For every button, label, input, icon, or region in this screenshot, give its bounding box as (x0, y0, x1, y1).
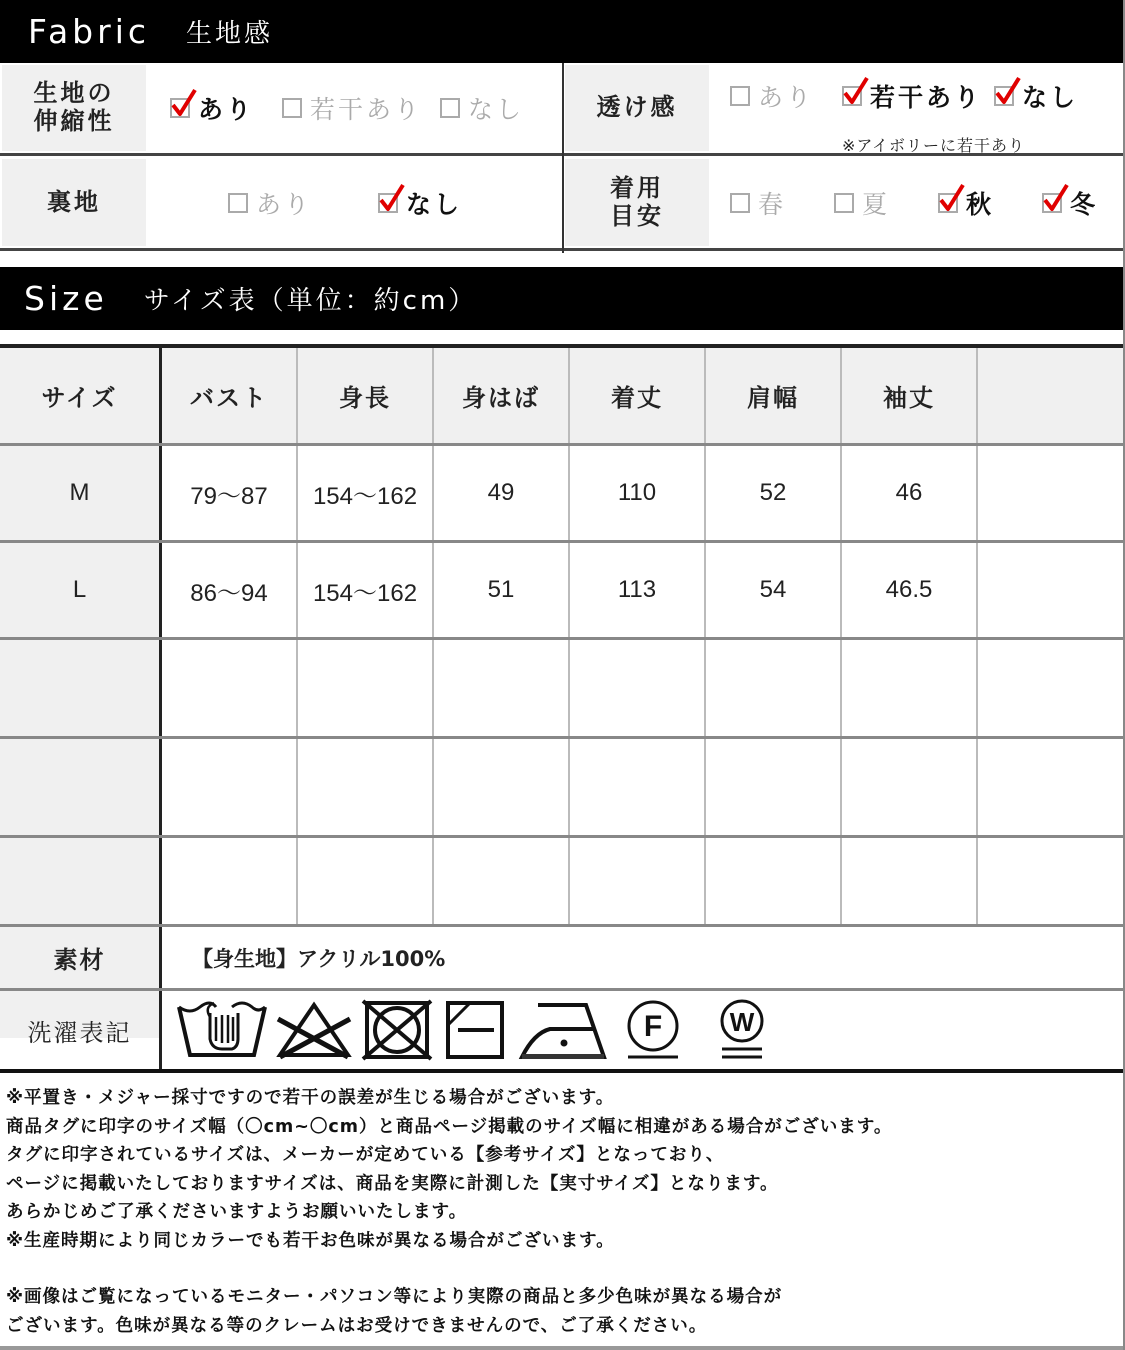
cell-empty (978, 543, 1125, 637)
option-label: なし (406, 189, 463, 219)
fabric-column-divider (562, 63, 564, 253)
checkbox-checked-icon (1042, 193, 1062, 213)
material-label: 素材 (0, 927, 162, 988)
cell-length: 110 (570, 446, 706, 540)
checkbox-checked-icon (378, 193, 398, 213)
cell (978, 838, 1125, 924)
table-row-empty (0, 640, 1125, 739)
note-line: ございます。色味が異なる等のクレームはお受けできませんので、ご了承ください。 (6, 1315, 708, 1336)
cell (842, 640, 978, 736)
cell (706, 640, 842, 736)
row-size (0, 739, 162, 835)
note-line: タグに印字されているサイズは、メーカーが定めている【参考サイズ】となっており、 (6, 1145, 725, 1165)
col-header-length: 着丈 (570, 348, 706, 443)
cell-body-width: 49 (434, 446, 570, 540)
care-label: 洗濯表記 (0, 991, 162, 1069)
col-header-size: サイズ (0, 348, 162, 443)
stretch-option-jakkan[interactable] (282, 90, 422, 126)
cell (434, 640, 570, 736)
table-row-empty (0, 739, 1125, 838)
note-line: 商品タグに印字のサイズ幅（〇cm~〇cm）と商品ページ掲載のサイズ幅に相違がある場合がございます。 (6, 1116, 893, 1137)
sheerness-label (565, 65, 709, 151)
option-label: あり (198, 95, 255, 124)
cell (978, 739, 1125, 835)
material-value: 【身生地】アクリル100% (162, 927, 1125, 988)
lining-label-text: 裏地 (47, 187, 101, 216)
col-header-empty (978, 348, 1125, 443)
option-label: 若干あり (310, 95, 423, 124)
notes-block (6, 1084, 892, 1340)
sheerness-options (730, 51, 1078, 141)
size-section-header (0, 267, 1125, 330)
option-label: 春 (758, 189, 787, 219)
cell-empty (978, 446, 1125, 540)
cell (570, 739, 706, 835)
sheerness-option-nashi[interactable] (994, 78, 1078, 114)
col-header-sleeve: 袖丈 (842, 348, 978, 443)
sheerness-option-jakkan[interactable] (842, 78, 982, 114)
season-label (565, 159, 709, 246)
row-size: L (0, 543, 162, 637)
table-row-empty (0, 838, 1125, 927)
checkbox-empty-icon (730, 193, 750, 213)
col-header-bust: バスト (162, 348, 298, 443)
care-row (0, 991, 1125, 1073)
row-size (0, 640, 162, 736)
cell-shoulder: 54 (706, 543, 842, 637)
lining-option-ari[interactable] (228, 185, 312, 221)
option-label: なし (468, 95, 525, 124)
note-line: ※生産時期により同じカラーでも若干お色味が異なる場合がございます。 (6, 1230, 615, 1251)
note-line: あらかじめご了承くださいますようお願いいたします。 (6, 1202, 468, 1222)
season-option-spring[interactable] (730, 185, 786, 221)
wet-clean-very-mild-icon (712, 999, 776, 1061)
cell (162, 739, 298, 835)
option-label: あり (758, 83, 815, 112)
col-header-body-width: 身はば (434, 348, 570, 443)
note-line: ※平置き・メジャー採寸ですので若干の誤差が生じる場合がございます。 (6, 1088, 615, 1108)
svg-text:F: F (643, 1010, 663, 1043)
cell (162, 838, 298, 924)
bottom-border (0, 1346, 1125, 1350)
cell (570, 640, 706, 736)
iron-low-icon (516, 999, 612, 1061)
sheerness-note: ※アイボリーに若干あり (842, 136, 1025, 155)
size-table-header-row (0, 348, 1125, 446)
season-options (730, 157, 1098, 248)
hand-wash-icon (176, 999, 268, 1061)
lining-option-nashi[interactable] (378, 185, 462, 221)
option-label: 夏 (862, 189, 891, 219)
size-title-en: Size (24, 279, 108, 318)
cell-bust: 79～87 (162, 446, 298, 540)
col-header-shoulder: 肩幅 (706, 348, 842, 443)
table-row (0, 446, 1125, 543)
cell-length: 113 (570, 543, 706, 637)
cell (706, 838, 842, 924)
checkbox-empty-icon (730, 86, 750, 106)
sheerness-option-ari[interactable] (730, 78, 814, 114)
checkbox-checked-icon (994, 86, 1014, 106)
dry-clean-f-icon (618, 999, 688, 1061)
cell (298, 640, 434, 736)
cell (434, 838, 570, 924)
lining-options (228, 157, 462, 248)
season-label-line-2: 目安 (610, 201, 664, 230)
checkbox-empty-icon (834, 193, 854, 213)
option-label: 秋 (966, 189, 995, 219)
checkbox-empty-icon (282, 98, 302, 118)
size-title-ja: サイズ表（単位：約cm） (143, 286, 478, 316)
option-label: あり (256, 189, 313, 219)
season-option-summer[interactable] (834, 185, 890, 221)
cell-body-width: 51 (434, 543, 570, 637)
cell (298, 739, 434, 835)
cell (162, 640, 298, 736)
cell (706, 739, 842, 835)
cell (434, 739, 570, 835)
checkbox-checked-icon (170, 98, 190, 118)
lining-label (2, 159, 146, 246)
svg-text:W: W (729, 1007, 755, 1037)
cell-bust: 86～94 (162, 543, 298, 637)
cell-height: 154～162 (298, 543, 434, 637)
season-label-line-1: 着用 (610, 173, 664, 202)
row-size: M (0, 446, 162, 540)
no-bleach-icon (274, 999, 354, 1061)
sheerness-label-text: 透け感 (596, 93, 678, 122)
stretch-label (2, 65, 146, 151)
line-dry-shade-icon (440, 999, 510, 1061)
note-line: ページに掲載いたしておりますサイズは、商品を実際に計測した【実寸サイズ】となります。 (6, 1173, 779, 1194)
care-icons (162, 991, 1125, 1069)
material-row (0, 927, 1125, 991)
cell-height: 154～162 (298, 446, 434, 540)
fabric-title-ja: 生地感 (186, 19, 274, 49)
size-table (0, 344, 1125, 1047)
table-row (0, 543, 1125, 640)
checkbox-checked-icon (842, 86, 862, 106)
stretch-label-line-2: 伸縮性 (33, 107, 115, 135)
season-option-autumn[interactable] (938, 185, 994, 221)
cell (570, 838, 706, 924)
row-size (0, 838, 162, 924)
option-label: 若干あり (870, 83, 983, 112)
stretch-label-line-1: 生地の (33, 79, 115, 108)
cell-shoulder: 52 (706, 446, 842, 540)
checkbox-empty-icon (440, 98, 460, 118)
cell (842, 739, 978, 835)
season-option-winter[interactable] (1042, 185, 1098, 221)
note-gap (6, 1255, 892, 1283)
checkbox-checked-icon (938, 193, 958, 213)
stretch-option-ari[interactable] (170, 90, 254, 126)
option-label: なし (1022, 83, 1079, 112)
cell (842, 838, 978, 924)
cell-sleeve: 46.5 (842, 543, 978, 637)
cell (298, 838, 434, 924)
note-line: ※画像はご覧になっているモニター・パソコン等により実際の商品と多少色味が異なる場合が (6, 1287, 783, 1307)
no-tumble-dry-icon (360, 999, 434, 1061)
cell-sleeve: 46 (842, 446, 978, 540)
checkbox-empty-icon (228, 193, 248, 213)
option-label: 冬 (1070, 189, 1099, 219)
cell (978, 640, 1125, 736)
col-header-height: 身長 (298, 348, 434, 443)
stretch-options (170, 63, 524, 153)
stretch-option-nashi[interactable] (440, 90, 524, 126)
fabric-title-en: Fabric (28, 12, 151, 51)
